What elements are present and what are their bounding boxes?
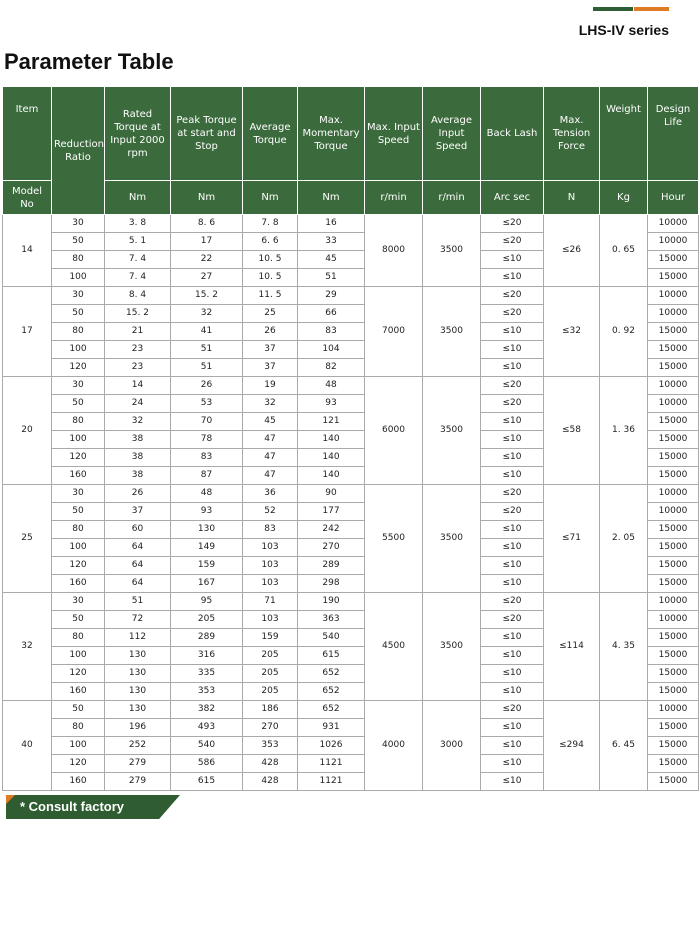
average-torque-cell: 10. 5 (243, 269, 298, 287)
max-momentary-torque-cell: 83 (298, 323, 365, 341)
weight-cell: 0. 92 (600, 287, 648, 377)
model-no-cell: 32 (3, 593, 52, 701)
header-item: Item (3, 87, 52, 181)
average-torque-cell: 26 (243, 323, 298, 341)
max-tension-force-cell: ≤26 (544, 215, 600, 287)
peak-torque-cell: 51 (171, 359, 243, 377)
average-torque-cell: 37 (243, 341, 298, 359)
max-momentary-torque-cell: 652 (298, 683, 365, 701)
design-life-cell: 15000 (648, 557, 699, 575)
header-back-lash: Back Lash (481, 87, 544, 181)
average-torque-cell: 10. 5 (243, 251, 298, 269)
weight-cell: 0. 65 (600, 215, 648, 287)
back-lash-cell: ≤20 (481, 611, 544, 629)
peak-torque-cell: 51 (171, 341, 243, 359)
max-input-speed-cell: 4500 (365, 593, 423, 701)
model-no-cell: 40 (3, 701, 52, 791)
reduction-ratio-cell: 30 (52, 287, 105, 305)
peak-torque-cell: 83 (171, 449, 243, 467)
rated-torque-cell: 196 (105, 719, 171, 737)
average-torque-cell: 47 (243, 449, 298, 467)
back-lash-cell: ≤10 (481, 629, 544, 647)
reduction-ratio-cell: 100 (52, 431, 105, 449)
rated-torque-cell: 130 (105, 683, 171, 701)
rated-torque-cell: 38 (105, 431, 171, 449)
average-torque-cell: 103 (243, 557, 298, 575)
back-lash-cell: ≤10 (481, 269, 544, 287)
reduction-ratio-cell: 160 (52, 575, 105, 593)
max-momentary-torque-cell: 51 (298, 269, 365, 287)
average-torque-cell: 52 (243, 503, 298, 521)
back-lash-cell: ≤10 (481, 719, 544, 737)
table-row (3, 593, 699, 611)
average-torque-cell: 45 (243, 413, 298, 431)
design-life-cell: 10000 (648, 485, 699, 503)
reduction-ratio-cell: 80 (52, 629, 105, 647)
design-life-cell: 15000 (648, 467, 699, 485)
unit-max-tension-force: N (544, 181, 600, 215)
rated-torque-cell: 8. 4 (105, 287, 171, 305)
max-tension-force-cell: ≤294 (544, 701, 600, 791)
max-momentary-torque-cell: 140 (298, 467, 365, 485)
back-lash-cell: ≤20 (481, 287, 544, 305)
average-torque-cell: 37 (243, 359, 298, 377)
unit-rated-torque: Nm (105, 181, 171, 215)
average-torque-cell: 103 (243, 539, 298, 557)
average-input-speed-cell: 3500 (423, 485, 481, 593)
average-torque-cell: 32 (243, 395, 298, 413)
rated-torque-cell: 64 (105, 539, 171, 557)
max-tension-force-cell: ≤71 (544, 485, 600, 593)
max-momentary-torque-cell: 1121 (298, 755, 365, 773)
back-lash-cell: ≤20 (481, 305, 544, 323)
max-momentary-torque-cell: 1121 (298, 773, 365, 791)
average-torque-cell: 47 (243, 431, 298, 449)
design-life-cell: 10000 (648, 215, 699, 233)
reduction-ratio-cell: 80 (52, 323, 105, 341)
design-life-cell: 15000 (648, 575, 699, 593)
average-torque-cell: 205 (243, 647, 298, 665)
unit-design-life: Hour (648, 181, 699, 215)
peak-torque-cell: 41 (171, 323, 243, 341)
header-weight: Weight (600, 87, 648, 181)
max-momentary-torque-cell: 90 (298, 485, 365, 503)
header-peak-torque: Peak Torque at start and Stop (171, 87, 243, 181)
reduction-ratio-cell: 80 (52, 251, 105, 269)
average-torque-cell: 428 (243, 773, 298, 791)
peak-torque-cell: 22 (171, 251, 243, 269)
peak-torque-cell: 53 (171, 395, 243, 413)
rated-torque-cell: 23 (105, 341, 171, 359)
reduction-ratio-cell: 120 (52, 665, 105, 683)
rated-torque-cell: 51 (105, 593, 171, 611)
series-label: LHS-IV series (578, 22, 669, 38)
average-torque-cell: 25 (243, 305, 298, 323)
peak-torque-cell: 493 (171, 719, 243, 737)
table-row (3, 701, 699, 719)
max-momentary-torque-cell: 270 (298, 539, 365, 557)
peak-torque-cell: 149 (171, 539, 243, 557)
max-momentary-torque-cell: 177 (298, 503, 365, 521)
unit-peak-torque: Nm (171, 181, 243, 215)
max-input-speed-cell: 4000 (365, 701, 423, 791)
max-momentary-torque-cell: 33 (298, 233, 365, 251)
back-lash-cell: ≤10 (481, 737, 544, 755)
unit-average-input-speed: r/min (423, 181, 481, 215)
design-life-cell: 15000 (648, 773, 699, 791)
back-lash-cell: ≤20 (481, 233, 544, 251)
reduction-ratio-cell: 160 (52, 467, 105, 485)
design-life-cell: 10000 (648, 395, 699, 413)
rated-torque-cell: 14 (105, 377, 171, 395)
max-input-speed-cell: 6000 (365, 377, 423, 485)
design-life-cell: 10000 (648, 377, 699, 395)
table-header (3, 87, 699, 215)
page-title: Parameter Table (4, 49, 174, 74)
reduction-ratio-cell: 80 (52, 719, 105, 737)
table-row (3, 485, 699, 503)
table-body (3, 215, 699, 791)
design-life-cell: 15000 (648, 521, 699, 539)
reduction-ratio-cell: 120 (52, 359, 105, 377)
design-life-cell: 15000 (648, 413, 699, 431)
peak-torque-cell: 130 (171, 521, 243, 539)
rated-torque-cell: 21 (105, 323, 171, 341)
rated-torque-cell: 38 (105, 449, 171, 467)
design-life-cell: 10000 (648, 233, 699, 251)
peak-torque-cell: 26 (171, 377, 243, 395)
back-lash-cell: ≤10 (481, 647, 544, 665)
average-torque-cell: 205 (243, 665, 298, 683)
header-model-no: Model No (3, 181, 52, 215)
reduction-ratio-cell: 120 (52, 557, 105, 575)
average-torque-cell: 19 (243, 377, 298, 395)
max-input-speed-cell: 5500 (365, 485, 423, 593)
average-torque-cell: 270 (243, 719, 298, 737)
average-input-speed-cell: 3500 (423, 287, 481, 377)
back-lash-cell: ≤10 (481, 755, 544, 773)
max-momentary-torque-cell: 82 (298, 359, 365, 377)
max-momentary-torque-cell: 16 (298, 215, 365, 233)
unit-weight: Kg (600, 181, 648, 215)
max-momentary-torque-cell: 615 (298, 647, 365, 665)
header-row-labels (3, 87, 699, 181)
design-life-cell: 10000 (648, 503, 699, 521)
rated-torque-cell: 279 (105, 755, 171, 773)
reduction-ratio-cell: 30 (52, 215, 105, 233)
peak-torque-cell: 93 (171, 503, 243, 521)
table-row (3, 377, 699, 395)
average-torque-cell: 36 (243, 485, 298, 503)
design-life-cell: 10000 (648, 701, 699, 719)
table-row (3, 287, 699, 305)
weight-cell: 4. 35 (600, 593, 648, 701)
max-momentary-torque-cell: 289 (298, 557, 365, 575)
back-lash-cell: ≤20 (481, 503, 544, 521)
max-momentary-torque-cell: 540 (298, 629, 365, 647)
design-life-cell: 15000 (648, 269, 699, 287)
rated-torque-cell: 7. 4 (105, 269, 171, 287)
design-life-cell: 15000 (648, 629, 699, 647)
design-life-cell: 10000 (648, 305, 699, 323)
average-input-speed-cell: 3500 (423, 215, 481, 287)
back-lash-cell: ≤10 (481, 521, 544, 539)
consult-factory-banner (6, 795, 180, 819)
average-torque-cell: 47 (243, 467, 298, 485)
banner-corner-accent (6, 795, 15, 804)
accent-bar-orange (634, 7, 669, 11)
unit-back-lash: Arc sec (481, 181, 544, 215)
max-momentary-torque-cell: 242 (298, 521, 365, 539)
average-torque-cell: 11. 5 (243, 287, 298, 305)
reduction-ratio-cell: 100 (52, 539, 105, 557)
max-momentary-torque-cell: 652 (298, 701, 365, 719)
back-lash-cell: ≤10 (481, 773, 544, 791)
max-momentary-torque-cell: 93 (298, 395, 365, 413)
peak-torque-cell: 289 (171, 629, 243, 647)
reduction-ratio-cell: 80 (52, 521, 105, 539)
design-life-cell: 10000 (648, 287, 699, 305)
rated-torque-cell: 24 (105, 395, 171, 413)
peak-torque-cell: 586 (171, 755, 243, 773)
unit-average-torque: Nm (243, 181, 298, 215)
reduction-ratio-cell: 30 (52, 593, 105, 611)
design-life-cell: 15000 (648, 341, 699, 359)
header-max-input-speed: Max. Input Speed (365, 87, 423, 181)
max-momentary-torque-cell: 104 (298, 341, 365, 359)
back-lash-cell: ≤10 (481, 467, 544, 485)
max-input-speed-cell: 8000 (365, 215, 423, 287)
design-life-cell: 10000 (648, 593, 699, 611)
back-lash-cell: ≤20 (481, 215, 544, 233)
max-momentary-torque-cell: 140 (298, 449, 365, 467)
parameter-table (2, 86, 699, 791)
reduction-ratio-cell: 50 (52, 395, 105, 413)
reduction-ratio-cell: 120 (52, 755, 105, 773)
design-life-cell: 15000 (648, 431, 699, 449)
peak-torque-cell: 540 (171, 737, 243, 755)
design-life-cell: 15000 (648, 719, 699, 737)
reduction-ratio-cell: 50 (52, 233, 105, 251)
back-lash-cell: ≤10 (481, 251, 544, 269)
peak-torque-cell: 32 (171, 305, 243, 323)
max-tension-force-cell: ≤32 (544, 287, 600, 377)
back-lash-cell: ≤20 (481, 701, 544, 719)
rated-torque-cell: 130 (105, 665, 171, 683)
reduction-ratio-cell: 30 (52, 377, 105, 395)
max-momentary-torque-cell: 190 (298, 593, 365, 611)
average-torque-cell: 159 (243, 629, 298, 647)
design-life-cell: 15000 (648, 665, 699, 683)
back-lash-cell: ≤10 (481, 575, 544, 593)
design-life-cell: 15000 (648, 755, 699, 773)
back-lash-cell: ≤10 (481, 539, 544, 557)
model-no-cell: 17 (3, 287, 52, 377)
rated-torque-cell: 279 (105, 773, 171, 791)
back-lash-cell: ≤10 (481, 665, 544, 683)
header-reduction-ratio: Reduction Ratio (52, 87, 105, 215)
header-average-input-speed: Average Input Speed (423, 87, 481, 181)
peak-torque-cell: 78 (171, 431, 243, 449)
average-torque-cell: 71 (243, 593, 298, 611)
average-torque-cell: 83 (243, 521, 298, 539)
average-input-speed-cell: 3000 (423, 701, 481, 791)
back-lash-cell: ≤10 (481, 431, 544, 449)
peak-torque-cell: 159 (171, 557, 243, 575)
header-average-torque: Average Torque (243, 87, 298, 181)
header-accent-bars (593, 7, 669, 11)
consult-factory-label: * Consult factory (20, 799, 125, 814)
reduction-ratio-cell: 160 (52, 683, 105, 701)
peak-torque-cell: 15. 2 (171, 287, 243, 305)
peak-torque-cell: 205 (171, 611, 243, 629)
model-no-cell: 20 (3, 377, 52, 485)
rated-torque-cell: 15. 2 (105, 305, 171, 323)
peak-torque-cell: 316 (171, 647, 243, 665)
rated-torque-cell: 37 (105, 503, 171, 521)
rated-torque-cell: 23 (105, 359, 171, 377)
reduction-ratio-cell: 80 (52, 413, 105, 431)
back-lash-cell: ≤20 (481, 395, 544, 413)
header-row-units (3, 181, 699, 215)
average-torque-cell: 205 (243, 683, 298, 701)
average-torque-cell: 103 (243, 575, 298, 593)
peak-torque-cell: 335 (171, 665, 243, 683)
back-lash-cell: ≤20 (481, 485, 544, 503)
model-no-cell: 14 (3, 215, 52, 287)
back-lash-cell: ≤10 (481, 557, 544, 575)
max-momentary-torque-cell: 121 (298, 413, 365, 431)
rated-torque-cell: 32 (105, 413, 171, 431)
reduction-ratio-cell: 30 (52, 485, 105, 503)
reduction-ratio-cell: 100 (52, 341, 105, 359)
reduction-ratio-cell: 50 (52, 611, 105, 629)
design-life-cell: 15000 (648, 359, 699, 377)
max-momentary-torque-cell: 1026 (298, 737, 365, 755)
average-torque-cell: 6. 6 (243, 233, 298, 251)
peak-torque-cell: 382 (171, 701, 243, 719)
max-momentary-torque-cell: 652 (298, 665, 365, 683)
rated-torque-cell: 130 (105, 647, 171, 665)
header-rated-torque: Rated Torque at Input 2000 rpm (105, 87, 171, 181)
average-torque-cell: 7. 8 (243, 215, 298, 233)
back-lash-cell: ≤20 (481, 593, 544, 611)
peak-torque-cell: 167 (171, 575, 243, 593)
rated-torque-cell: 7. 4 (105, 251, 171, 269)
design-life-cell: 10000 (648, 611, 699, 629)
reduction-ratio-cell: 50 (52, 503, 105, 521)
design-life-cell: 15000 (648, 323, 699, 341)
design-life-cell: 15000 (648, 647, 699, 665)
max-momentary-torque-cell: 45 (298, 251, 365, 269)
weight-cell: 2. 05 (600, 485, 648, 593)
peak-torque-cell: 87 (171, 467, 243, 485)
unit-max-momentary-torque: Nm (298, 181, 365, 215)
average-torque-cell: 103 (243, 611, 298, 629)
rated-torque-cell: 26 (105, 485, 171, 503)
rated-torque-cell: 130 (105, 701, 171, 719)
rated-torque-cell: 64 (105, 557, 171, 575)
rated-torque-cell: 60 (105, 521, 171, 539)
header-design-life: Design Life (648, 87, 699, 181)
max-momentary-torque-cell: 363 (298, 611, 365, 629)
max-momentary-torque-cell: 140 (298, 431, 365, 449)
back-lash-cell: ≤10 (481, 449, 544, 467)
max-momentary-torque-cell: 48 (298, 377, 365, 395)
weight-cell: 6. 45 (600, 701, 648, 791)
max-tension-force-cell: ≤58 (544, 377, 600, 485)
max-input-speed-cell: 7000 (365, 287, 423, 377)
rated-torque-cell: 112 (105, 629, 171, 647)
peak-torque-cell: 70 (171, 413, 243, 431)
reduction-ratio-cell: 100 (52, 269, 105, 287)
header-max-tension-force: Max. Tension Force (544, 87, 600, 181)
rated-torque-cell: 72 (105, 611, 171, 629)
peak-torque-cell: 48 (171, 485, 243, 503)
back-lash-cell: ≤10 (481, 341, 544, 359)
design-life-cell: 15000 (648, 449, 699, 467)
reduction-ratio-cell: 120 (52, 449, 105, 467)
average-input-speed-cell: 3500 (423, 593, 481, 701)
back-lash-cell: ≤10 (481, 683, 544, 701)
table-row (3, 215, 699, 233)
weight-cell: 1. 36 (600, 377, 648, 485)
model-no-cell: 25 (3, 485, 52, 593)
average-torque-cell: 186 (243, 701, 298, 719)
peak-torque-cell: 8. 6 (171, 215, 243, 233)
accent-bar-green (593, 7, 633, 11)
reduction-ratio-cell: 160 (52, 773, 105, 791)
reduction-ratio-cell: 100 (52, 737, 105, 755)
average-torque-cell: 428 (243, 755, 298, 773)
rated-torque-cell: 38 (105, 467, 171, 485)
unit-max-input-speed: r/min (365, 181, 423, 215)
peak-torque-cell: 353 (171, 683, 243, 701)
max-momentary-torque-cell: 29 (298, 287, 365, 305)
average-input-speed-cell: 3500 (423, 377, 481, 485)
back-lash-cell: ≤10 (481, 359, 544, 377)
reduction-ratio-cell: 100 (52, 647, 105, 665)
design-life-cell: 15000 (648, 539, 699, 557)
peak-torque-cell: 17 (171, 233, 243, 251)
header-max-momentary-torque: Max. Momentary Torque (298, 87, 365, 181)
peak-torque-cell: 615 (171, 773, 243, 791)
max-tension-force-cell: ≤114 (544, 593, 600, 701)
rated-torque-cell: 3. 8 (105, 215, 171, 233)
back-lash-cell: ≤10 (481, 323, 544, 341)
back-lash-cell: ≤20 (481, 377, 544, 395)
design-life-cell: 15000 (648, 251, 699, 269)
design-life-cell: 15000 (648, 683, 699, 701)
back-lash-cell: ≤10 (481, 413, 544, 431)
peak-torque-cell: 95 (171, 593, 243, 611)
peak-torque-cell: 27 (171, 269, 243, 287)
rated-torque-cell: 64 (105, 575, 171, 593)
rated-torque-cell: 252 (105, 737, 171, 755)
max-momentary-torque-cell: 931 (298, 719, 365, 737)
average-torque-cell: 353 (243, 737, 298, 755)
reduction-ratio-cell: 50 (52, 305, 105, 323)
max-momentary-torque-cell: 298 (298, 575, 365, 593)
max-momentary-torque-cell: 66 (298, 305, 365, 323)
rated-torque-cell: 5. 1 (105, 233, 171, 251)
design-life-cell: 15000 (648, 737, 699, 755)
reduction-ratio-cell: 50 (52, 701, 105, 719)
